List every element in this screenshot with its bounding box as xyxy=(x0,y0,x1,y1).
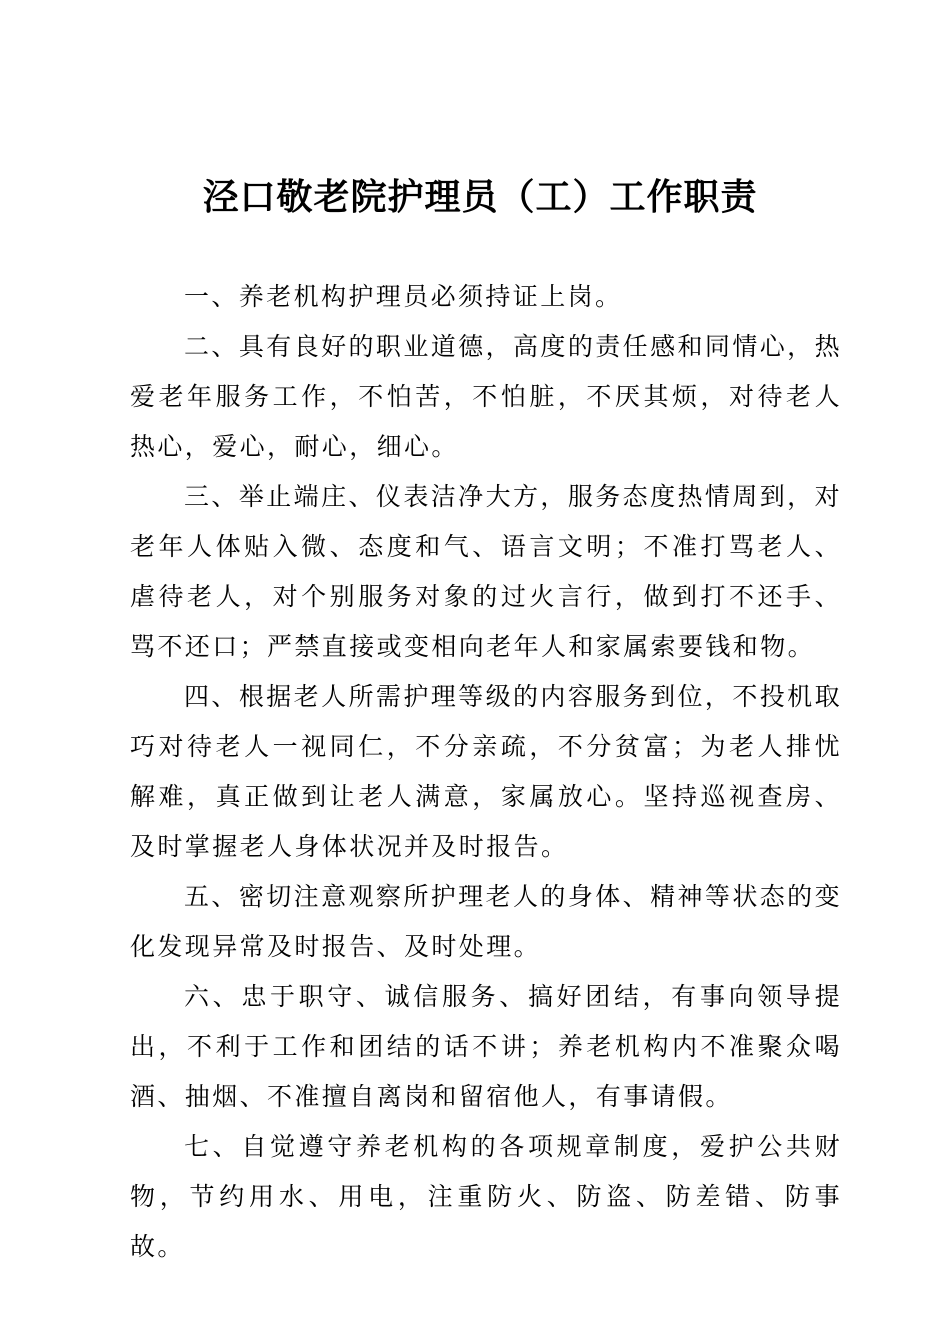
paragraph-6: 六、忠于职守、诚信服务、搞好团结，有事向领导提出，不利于工作和团结的话不讲；养老机构内不准聚众喝酒、抽烟、不准擅自离岗和留宿他人，有事请假。 xyxy=(130,982,842,1111)
paragraph-1: 一、养老机构护理员必须持证上岗。 xyxy=(184,282,623,311)
paragraph-3: 三、举止端庄、仪表洁净大方，服务态度热情周到，对老年人体贴入微、态度和气、语言文明；不准打骂老人、虐待老人，对个别服务对象的过火言行，做到打不还手、骂不还口；严禁直接或变相向老年人和家属索要钱和物。 xyxy=(130,482,842,661)
paragraph-2: 二、具有良好的职业道德，高度的责任感和同情心，热爱老年服务工作，不怕苦，不怕脏，不厌其烦，对待老人热心，爱心，耐心，细心。 xyxy=(130,332,842,461)
paragraph-4: 四、根据老人所需护理等级的内容服务到位，不投机取巧对待老人一视同仁，不分亲疏，不分贫富；为老人排忧解难，真正做到让老人满意，家属放心。坚持巡视查房、及时掌握老人身体状况并及时报告。 xyxy=(130,682,842,861)
document-title: 泾口敬老院护理员（工）工作职责 xyxy=(202,177,758,218)
paragraph-5: 五、密切注意观察所护理老人的身体、精神等状态的变化发现异常及时报告、及时处理。 xyxy=(130,882,842,961)
document-body xyxy=(130,272,842,1272)
paragraph-7: 七、自觉遵守养老机构的各项规章制度，爱护公共财物，节约用水、用电，注重防火、防盗、防差错、防事故。 xyxy=(130,1132,842,1261)
